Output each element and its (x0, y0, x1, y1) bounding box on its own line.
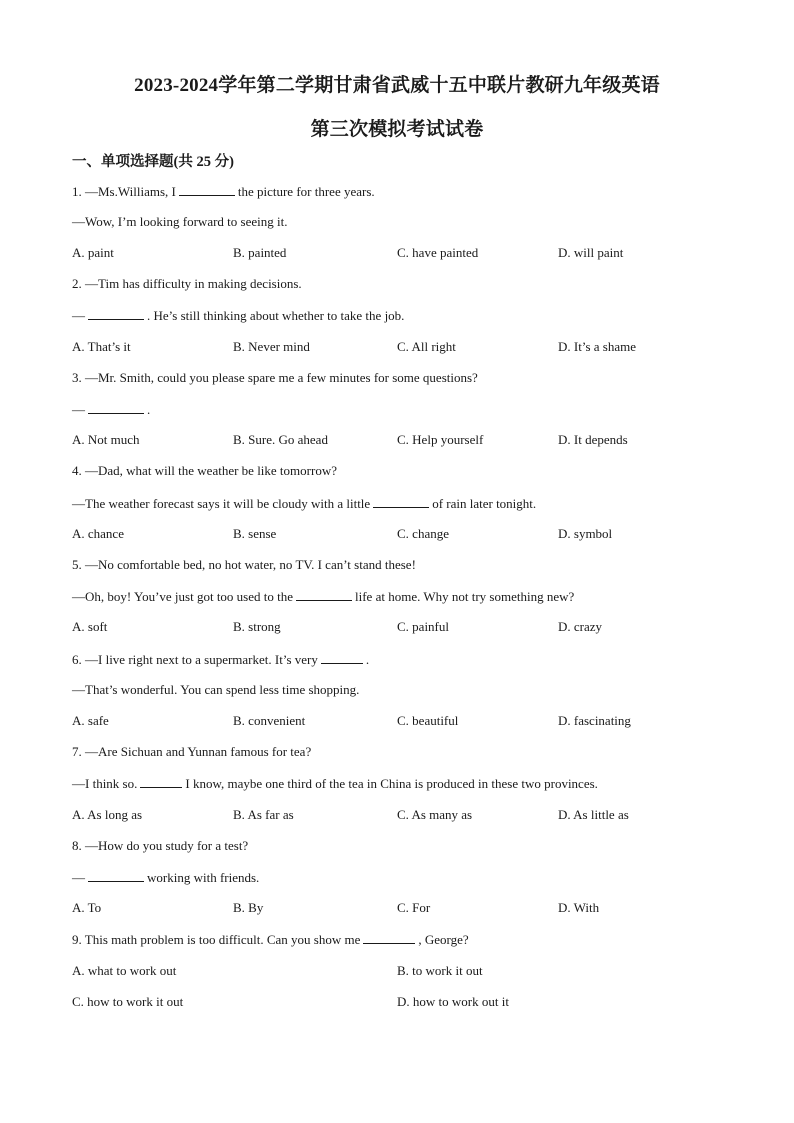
question-1-option-c: C. have painted (397, 245, 479, 260)
question-8-option-a: A. To (72, 900, 102, 915)
question-9-stem: 9. This math problem is too difficult. Can you show me , George? (72, 932, 469, 947)
question-2-option-d: D. It’s a shame (558, 339, 636, 354)
question-8-reply: — working with friends. (72, 870, 260, 885)
question-5-option-a: A. soft (72, 619, 108, 634)
question-6-option-b: B. convenient (233, 713, 306, 728)
question-6-option-a: A. safe (72, 713, 109, 728)
question-4-stem: 4. —Dad, what will the weather be like tomorrow? (72, 463, 337, 478)
question-7-reply: —I think so. I know, maybe one third of the tea in China is produced in these two provinces. (72, 776, 598, 791)
question-4-option-d: D. symbol (558, 526, 613, 541)
question-9-option-c: C. how to work it out (72, 994, 184, 1009)
question-4-option-b: B. sense (233, 526, 277, 541)
question-4-reply: —The weather forecast says it will be cloudy with a little of rain later tonight. (72, 496, 537, 511)
question-6-option-d: D. fascinating (558, 713, 631, 728)
question-7-option-b: B. As far as (233, 807, 294, 822)
question-1-reply: —Wow, I’m looking forward to seeing it. (72, 214, 288, 229)
question-4-option-a: A. chance (72, 526, 124, 541)
question-5-reply: —Oh, boy! You’ve just got too used to the life at home. Why not try something new? (72, 589, 575, 604)
question-9-option-a: A. what to work out (72, 963, 177, 978)
question-7-option-a: A. As long as (72, 807, 143, 822)
question-1-stem: 1. —Ms.Williams, I the picture for three years. (72, 184, 375, 199)
answer-blank (88, 869, 144, 882)
answer-blank (296, 588, 352, 601)
question-3-option-b: B. Sure. Go ahead (233, 432, 328, 447)
answer-blank (321, 651, 363, 664)
question-9-option-b: B. to work it out (397, 963, 483, 978)
question-6-option-c: C. beautiful (397, 713, 459, 728)
question-8-stem: 8. —How do you study for a test? (72, 838, 249, 853)
question-9-option-d: D. how to work out it (397, 994, 509, 1009)
question-8-option-c: C. For (397, 900, 431, 915)
question-7-option-c: C. As many as (397, 807, 473, 822)
question-2-option-c: C. All right (397, 339, 456, 354)
exam-title-line1: 2023-2024学年第二学期甘肃省武威十五中联片教研九年级英语 (134, 75, 660, 96)
question-2-stem: 2. —Tim has difficulty in making decisions. (72, 276, 302, 291)
question-5-option-d: D. crazy (558, 619, 603, 634)
question-2-option-a: A. That’s it (72, 339, 131, 354)
question-7-stem: 7. —Are Sichuan and Yunnan famous for tea? (72, 744, 312, 759)
answer-blank (373, 495, 429, 508)
question-5-option-c: C. painful (397, 619, 449, 634)
question-5-stem: 5. —No comfortable bed, no hot water, no TV. I can’t stand these! (72, 557, 416, 572)
question-3-option-d: D. It depends (558, 432, 628, 447)
question-3-reply: — . (72, 402, 151, 417)
answer-blank (88, 401, 144, 414)
question-3-stem: 3. —Mr. Smith, could you please spare me a few minutes for some questions? (72, 370, 478, 385)
answer-blank (140, 775, 182, 788)
section-heading: 一、单项选择题(共 25 分) (72, 154, 234, 170)
answer-blank (88, 307, 144, 320)
question-1-option-d: D. will paint (558, 245, 624, 260)
answer-blank (179, 183, 235, 196)
question-6-stem: 6. —I live right next to a supermarket. It’s very . (72, 652, 370, 667)
question-3-option-a: A. Not much (72, 432, 140, 447)
question-1-option-b: B. painted (233, 245, 287, 260)
question-2-option-b: B. Never mind (233, 339, 310, 354)
question-4-option-c: C. change (397, 526, 449, 541)
question-7-option-d: D. As little as (558, 807, 629, 822)
question-1-option-a: A. paint (72, 245, 114, 260)
question-3-option-c: C. Help yourself (397, 432, 484, 447)
question-6-reply: —That’s wonderful. You can spend less time shopping. (72, 682, 360, 697)
question-5-option-b: B. strong (233, 619, 281, 634)
question-2-reply: — . He’s still thinking about whether to take the job. (72, 308, 405, 323)
question-8-option-b: B. By (233, 900, 264, 915)
exam-title-line2: 第三次模拟考试试卷 (310, 119, 484, 140)
answer-blank (363, 931, 415, 944)
question-8-option-d: D. With (558, 900, 600, 915)
